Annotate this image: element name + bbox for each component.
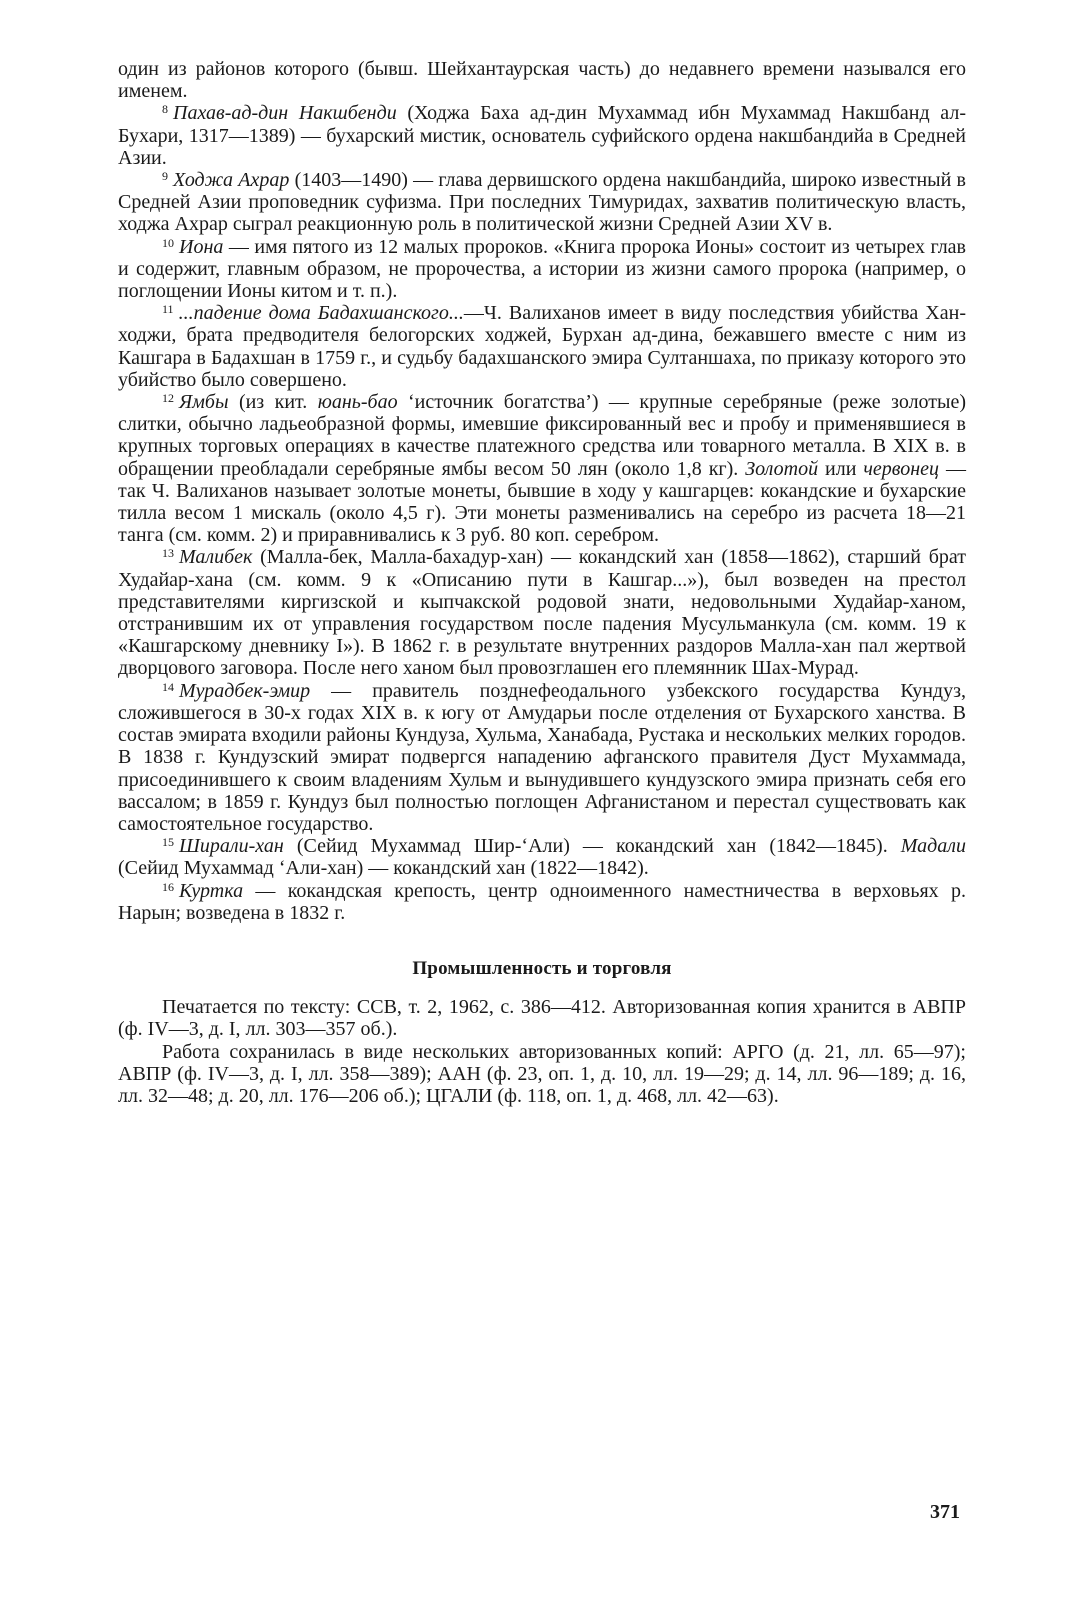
footnote-term: Ходжа Ахрар bbox=[173, 169, 290, 192]
page-number: 371 bbox=[930, 1501, 960, 1523]
continuation-paragraph: один из районов которого (бывш. Шейхантаурская часть) до недавнего времени назывался его именем. bbox=[118, 58, 966, 103]
footnote-text: (Малла-бек, Малла-бахадур-хан) — кокандский хан (1858—1862), старший брат Худайар-хана (см. комм. 9 к «Описанию пути в Кашгар...»), был возведен на престол представителями киргизской и кыпчакской родовой знати, недовольными Худайар-ханом, отстранившим их от управления государством после падения Мусульманкула (см. комм. 19 к «Кашгарскому дневнику I»). В 1862 г. в результате внутренних раздоров Малла-хан пал жертвой дворцового заговора. После него ханом был провозглашен его племянник Шах-Мурад. bbox=[118, 546, 966, 680]
footnote-text: — так Ч. Валиханов называет золотые монеты, бывшие в ходу у кашгарцев: кокандские и бухарские тилла весом 1 мискаль (около 4,5 г). Эти монеты разменивались на серебро из расчета 18—21 танга (см. комм. 2) и приравнивались к 3 руб. 80 коп. серебром. bbox=[118, 457, 966, 547]
footnote-text: — имя пятого из 12 малых пророков. «Книга пророка Ионы» состоит из четырех глав и содержит, главным образом, не пророчества, а истории из жизни самого пророка (например, о поглощении Ионы китом и т. п.). bbox=[118, 235, 966, 303]
footnote-9 bbox=[118, 169, 966, 236]
footnote-term: Мадали bbox=[900, 835, 966, 858]
footnote-term: Малибек bbox=[179, 546, 253, 569]
footnote-term: юань-бао bbox=[317, 391, 398, 414]
footnote-term: Ямбы bbox=[179, 391, 229, 414]
publication-note: Печатается по тексту: ССВ, т. 2, 1962, с. 386—412. Авторизованная копия хранится в АВПР (ф. IV—3, д. I, лл. 303—357 об.). bbox=[118, 996, 966, 1041]
footnote-text: (Сейид Мухаммад ‘Али-хан) — кокандский хан (1822—1842). bbox=[118, 857, 649, 880]
footnote-text: (1403—1490) — глава дервишского ордена накшбандийа, широко известный в Средней Азии проповедник суфизма. При последних Тимуридах, захватив политическую власть, ходжа Ахрар сыграл реакционную роль в политической жизни Средней Азии XV в. bbox=[118, 169, 966, 236]
footnote-text: — кокандская крепость, центр одноименного наместничества в верховьях р. Нарын; возведена в 1832 г. bbox=[118, 879, 966, 924]
footnote-number: 11 bbox=[162, 302, 174, 317]
footnote-number: 10 bbox=[162, 235, 174, 250]
footnote-text: — правитель позднефеодального узбекского государства Кундуз, сложившегося в 30-х годах XIX в. к югу от Амударьи после отделения от Бухарского ханства. В состав эмирата входили районы Кундуза, Хульма, Ханабада, Рустака и нескольких мелких городов. В 1838 г. Кундузский эмират подвергся нападению афганского правителя Дуст Мухаммада, присоединившего к своим владениям Хульм и вынудившего кундузского эмира признать себя его вассалом; в 1859 г. Кундуз был полностью поглощен Афганистаном и перестал существовать как самостоятельное государство. bbox=[118, 679, 966, 835]
footnote-text: или bbox=[818, 457, 864, 480]
footnote-13 bbox=[118, 546, 966, 679]
footnote-term: Иона bbox=[179, 235, 224, 258]
footnote-term: Пахав-ад-дин Накшбенди bbox=[173, 102, 397, 125]
footnote-12 bbox=[118, 391, 966, 546]
footnote-number: 12 bbox=[162, 391, 174, 406]
footnote-term: ...падение дома Бадахшанского... bbox=[178, 302, 464, 325]
footnote-number: 14 bbox=[162, 679, 174, 694]
footnote-8 bbox=[118, 102, 966, 169]
footnote-term: червонец bbox=[863, 457, 940, 480]
document-page bbox=[118, 58, 966, 1568]
footnote-11 bbox=[118, 302, 966, 391]
footnote-number: 15 bbox=[162, 835, 174, 850]
footnote-text: (из кит. bbox=[228, 391, 318, 414]
footnote-number: 16 bbox=[162, 879, 174, 894]
footnote-14 bbox=[118, 680, 966, 835]
section-heading: Промышленность и торговля bbox=[412, 957, 672, 979]
footnote-term: Ширали-хан bbox=[179, 835, 284, 858]
footnote-number: 13 bbox=[162, 546, 174, 561]
copies-note: Работа сохранилась в виде нескольких авторизованных копий: АРГО (д. 21, лл. 65—97); АВПР (ф. IV—3, д. I, лл. 358—389); ААН (ф. 23, оп. 1, д. 10, лл. 19—29; д. 14, лл. 96—189; д. 16, лл. 32—48; д. 20, лл. 176—206 об.); ЦГАЛИ (ф. 118, оп. 1, д. 468, лл. 42—63). bbox=[118, 1040, 966, 1107]
footnote-number: 9 bbox=[162, 169, 168, 184]
footnote-text: (Сейид Мухаммад Шир-‘Али) — кокандский хан (1842—1845). bbox=[283, 835, 901, 858]
footnote-term: Куртка bbox=[179, 879, 244, 902]
footnote-term: Золотой bbox=[745, 457, 819, 480]
footnote-16 bbox=[118, 880, 966, 924]
footnote-text: (Ходжа Баха ад-дин Мухаммад ибн Мухаммад Накшбанд ал-Бухари, 1317—1389) — бухарский мистик, основатель суфийского ордена накшбандийа в Средней Азии. bbox=[118, 102, 966, 169]
footnote-text: ‘источник богатства’) — крупные серебряные (реже золотые) слитки, обычно ладьеобразной формы, имевшие фиксированный вес и пробу и применявшиеся в крупных торговых операциях в качестве платежного средства или товарного металла. В XIX в. в обращении преобладали серебряные ямбы весом 50 лян (около 1,8 кг). bbox=[118, 391, 966, 480]
footnote-15 bbox=[118, 835, 966, 879]
footnote-10 bbox=[118, 236, 966, 303]
footnote-term: Мурадбек-эмир bbox=[179, 679, 311, 702]
footnote-text: —Ч. Валиханов имеет в виду последствия убийства Хан-ходжи, брата предводителя белогорских ходжей, Бурхан ад-дина, бежавшего вместе с ним из Кашгара в Бадахшан в 1759 г., и судьбу бадахшанского эмира Султаншаха, по приказу которого это убийство было совершено. bbox=[118, 302, 966, 391]
footnote-number: 8 bbox=[162, 102, 168, 117]
